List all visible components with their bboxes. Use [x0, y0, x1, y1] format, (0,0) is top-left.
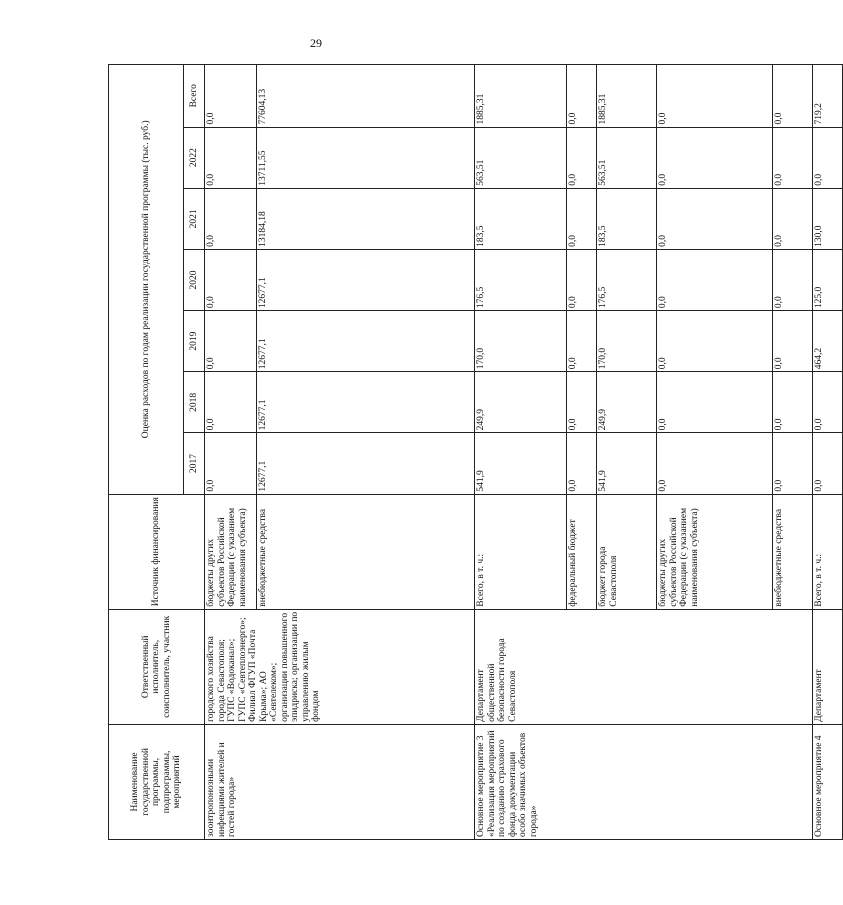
year-value-cell: 0,0	[205, 311, 257, 372]
year-value-cell: 0,0	[773, 249, 813, 310]
year-value-cell: 0,0	[657, 188, 773, 249]
year-value-cell: 183,5	[597, 188, 657, 249]
year-value-cell: 0,0	[813, 433, 843, 494]
total-value-cell: 0,0	[773, 65, 813, 128]
total-value-cell: 1885,31	[597, 65, 657, 128]
funding-source-cell: Всего, в т. ч.:	[475, 494, 567, 609]
year-value-cell: 0,0	[773, 127, 813, 188]
header-name: Наименование государственной программы, подпрограммы, мероприятий	[109, 724, 205, 839]
year-value-cell: 0,0	[205, 127, 257, 188]
year-value-cell: 0,0	[567, 433, 597, 494]
year-value-cell: 0,0	[773, 372, 813, 433]
page-number: 29	[310, 36, 322, 50]
year-value-cell: 464,2	[813, 311, 843, 372]
header-year: 2017	[184, 433, 205, 494]
year-value-cell: 13184,18	[257, 188, 475, 249]
executor-cell: городского хозяйства города Севастополя; ГУПС «Водоканал»; ГУПС «Севтеплоэнерго»; Филиал ФГУП «Почта Крыма»; АО «Севтелеком»; организации повышенного эпидриска; организации по управлению жилым фондом	[205, 609, 475, 724]
header-year: 2021	[184, 188, 205, 249]
funding-source-cell: федеральный бюджет	[567, 494, 597, 609]
header-year: 2018	[184, 372, 205, 433]
year-value-cell: 563,51	[475, 127, 567, 188]
activity-name-cell: Основное мероприятие 4	[813, 724, 843, 839]
year-value-cell: 170,0	[597, 311, 657, 372]
table-row	[205, 65, 257, 840]
year-value-cell: 0,0	[567, 372, 597, 433]
year-value-cell: 249,9	[475, 372, 567, 433]
year-value-cell: 0,0	[657, 433, 773, 494]
program-expenses-table	[108, 64, 843, 840]
year-value-cell: 12677,1	[257, 372, 475, 433]
year-value-cell: 176,5	[475, 249, 567, 310]
year-value-cell: 0,0	[813, 127, 843, 188]
header-year: 2022	[184, 127, 205, 188]
year-value-cell: 541,9	[597, 433, 657, 494]
total-value-cell: 719,2	[813, 65, 843, 128]
total-value-cell: 1885,31	[475, 65, 567, 128]
rotated-table-container	[108, 64, 824, 840]
year-value-cell: 0,0	[813, 372, 843, 433]
year-value-cell: 130,0	[813, 188, 843, 249]
funding-source-cell: внебюджетные средства	[257, 494, 475, 609]
year-value-cell: 125,0	[813, 249, 843, 310]
header-year: 2019	[184, 311, 205, 372]
year-value-cell: 0,0	[773, 311, 813, 372]
year-value-cell: 0,0	[657, 311, 773, 372]
year-value-cell: 0,0	[567, 127, 597, 188]
year-value-cell: 541,9	[475, 433, 567, 494]
activity-name-cell: зоонтропонозными инфекциями жителей и гостей города»	[205, 724, 475, 839]
funding-source-cell: бюджеты других субъектов Российской Федерации (с указанием наименования субъекта)	[657, 494, 773, 609]
year-value-cell: 0,0	[657, 249, 773, 310]
year-value-cell: 13711,55	[257, 127, 475, 188]
table-row	[813, 65, 843, 840]
year-value-cell: 12677,1	[257, 311, 475, 372]
table-row	[475, 65, 567, 840]
funding-source-cell: Всего, в т. ч.:	[813, 494, 843, 609]
funding-source-cell: бюджеты других субъектов Российской Федерации (с указанием наименования субъекта)	[205, 494, 257, 609]
year-value-cell: 0,0	[567, 249, 597, 310]
header-estimate: Оценка расходов по годам реализации государственной программы (тыс. руб.)	[109, 65, 184, 495]
total-value-cell: 77604,13	[257, 65, 475, 128]
year-value-cell: 183,5	[475, 188, 567, 249]
year-value-cell: 0,0	[657, 372, 773, 433]
year-value-cell: 0,0	[773, 433, 813, 494]
header-source: Источник финансирования	[109, 494, 205, 609]
year-value-cell: 0,0	[773, 188, 813, 249]
year-value-cell: 0,0	[657, 127, 773, 188]
year-value-cell: 249,9	[597, 372, 657, 433]
year-value-cell: 0,0	[205, 249, 257, 310]
header-executor: Ответственный исполнитель, соисполнитель, участник	[109, 609, 205, 724]
year-value-cell: 12677,1	[257, 433, 475, 494]
year-value-cell: 12677,1	[257, 249, 475, 310]
year-value-cell: 0,0	[205, 188, 257, 249]
header-year: 2020	[184, 249, 205, 310]
total-value-cell: 0,0	[205, 65, 257, 128]
funding-source-cell: бюджет города Севастополя	[597, 494, 657, 609]
year-value-cell: 0,0	[567, 188, 597, 249]
year-value-cell: 0,0	[205, 372, 257, 433]
year-value-cell: 170,0	[475, 311, 567, 372]
total-value-cell: 0,0	[567, 65, 597, 128]
year-value-cell: 0,0	[567, 311, 597, 372]
table-body	[205, 65, 843, 840]
year-value-cell: 176,5	[597, 249, 657, 310]
funding-source-cell: внебюджетные средства	[773, 494, 813, 609]
executor-cell: Департамент	[813, 609, 843, 724]
total-value-cell: 0,0	[657, 65, 773, 128]
year-value-cell: 563,51	[597, 127, 657, 188]
header-total: Всего	[184, 65, 205, 128]
executor-cell: Департамент общественной безопасности города Севастополя	[475, 609, 813, 724]
year-value-cell: 0,0	[205, 433, 257, 494]
activity-name-cell: Основное мероприятие 3 «Реализация мероприятий по созданию страхового фонда документации особо значимых объектов города»	[475, 724, 813, 839]
